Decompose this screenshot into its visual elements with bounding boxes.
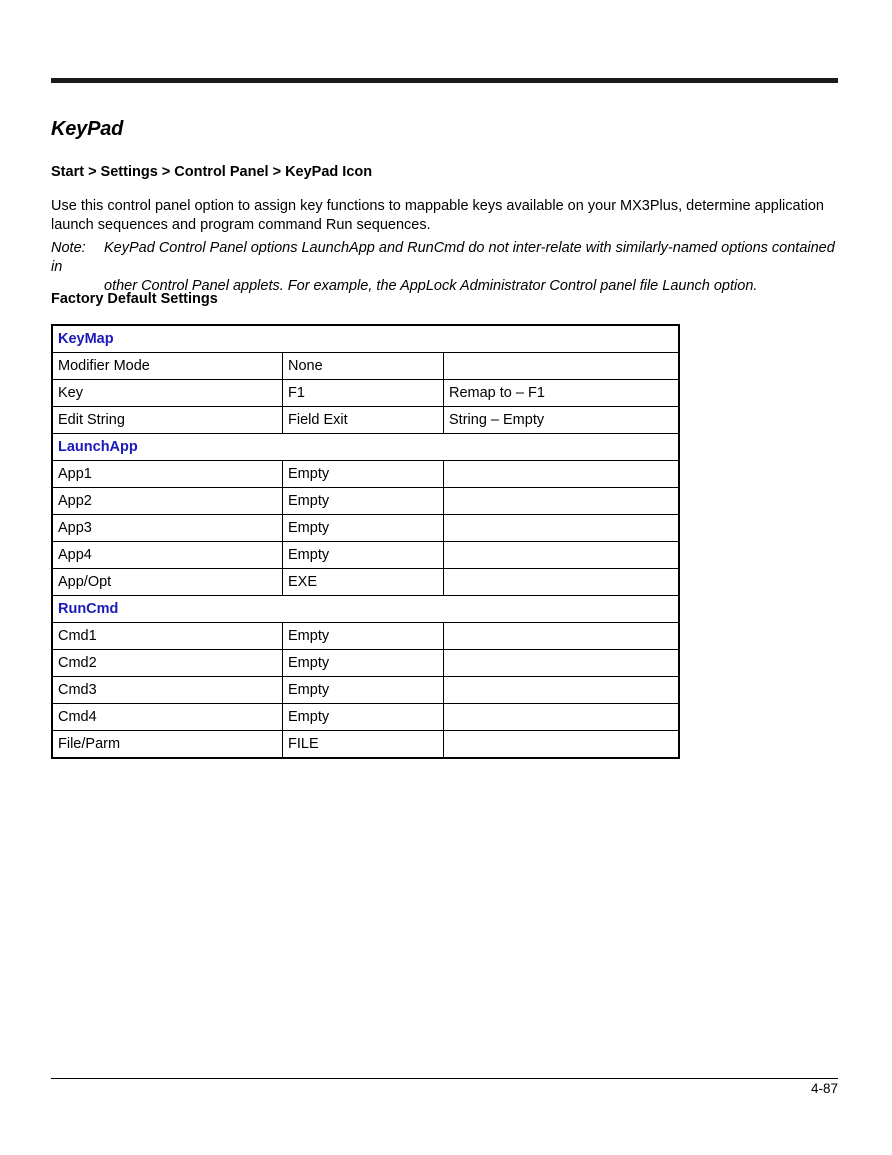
table-row — [52, 488, 679, 515]
setting-name: Edit String — [52, 407, 283, 434]
group-header-runcmd: RunCmd — [52, 596, 679, 623]
section-heading: Factory Default Settings — [51, 291, 218, 307]
setting-detail — [444, 569, 680, 596]
setting-value: Empty — [283, 677, 444, 704]
table-row — [52, 623, 679, 650]
setting-value: Empty — [283, 515, 444, 542]
setting-detail — [444, 623, 680, 650]
table-row — [52, 731, 679, 759]
table-row — [52, 515, 679, 542]
setting-value: F1 — [283, 380, 444, 407]
setting-value: Empty — [283, 488, 444, 515]
setting-detail — [444, 488, 680, 515]
setting-value: EXE — [283, 569, 444, 596]
setting-value: None — [283, 353, 444, 380]
note-label: Note: — [51, 240, 86, 256]
group-row-launchapp — [52, 434, 679, 461]
note — [51, 239, 841, 296]
note-line2: other Control Panel applets. For example, the AppLock Administrator Control panel file Launch option. — [104, 278, 758, 294]
table-row — [52, 704, 679, 731]
page-number: 4-87 — [810, 1081, 838, 1096]
setting-detail: String – Empty — [444, 407, 680, 434]
setting-detail — [444, 461, 680, 488]
setting-value: Empty — [283, 623, 444, 650]
setting-detail: Remap to – F1 — [444, 380, 680, 407]
setting-name: App4 — [52, 542, 283, 569]
setting-name: App1 — [52, 461, 283, 488]
page-title: KeyPad — [51, 118, 124, 140]
group-row-keymap — [52, 325, 679, 353]
table-row — [52, 461, 679, 488]
table-row — [52, 677, 679, 704]
setting-name: App2 — [52, 488, 283, 515]
table-row — [52, 542, 679, 569]
setting-name: Cmd4 — [52, 704, 283, 731]
table-row — [52, 569, 679, 596]
setting-detail — [444, 353, 680, 380]
setting-detail — [444, 650, 680, 677]
intro-paragraph: Use this control panel option to assign key functions to mappable keys available on your MX3Plus, determine application launch sequences and program command Run sequences. — [51, 198, 824, 233]
setting-detail — [444, 677, 680, 704]
setting-value: Empty — [283, 542, 444, 569]
top-rule — [51, 78, 838, 83]
table-row — [52, 353, 679, 380]
setting-name: Key — [52, 380, 283, 407]
group-row-runcmd — [52, 596, 679, 623]
bottom-rule — [51, 1078, 838, 1079]
table-row — [52, 650, 679, 677]
setting-value: Empty — [283, 650, 444, 677]
group-header-keymap: KeyMap — [52, 325, 679, 353]
setting-value: Empty — [283, 461, 444, 488]
setting-detail — [444, 515, 680, 542]
setting-detail — [444, 731, 680, 759]
setting-name: Cmd3 — [52, 677, 283, 704]
setting-name: Modifier Mode — [52, 353, 283, 380]
table-row — [52, 380, 679, 407]
setting-name: File/Parm — [52, 731, 283, 759]
table-row — [52, 407, 679, 434]
group-header-launchapp: LaunchApp — [52, 434, 679, 461]
breadcrumb: Start > Settings > Control Panel > KeyPad Icon — [51, 164, 373, 180]
setting-value: Empty — [283, 704, 444, 731]
note-line1: KeyPad Control Panel options LaunchApp and RunCmd do not inter-relate with similarly-named options contained in — [51, 240, 835, 275]
setting-value: Field Exit — [283, 407, 444, 434]
setting-name: Cmd2 — [52, 650, 283, 677]
setting-name: Cmd1 — [52, 623, 283, 650]
factory-defaults-table — [51, 324, 680, 759]
setting-name: App3 — [52, 515, 283, 542]
setting-detail — [444, 542, 680, 569]
setting-detail — [444, 704, 680, 731]
setting-name: App/Opt — [52, 569, 283, 596]
setting-value: FILE — [283, 731, 444, 759]
